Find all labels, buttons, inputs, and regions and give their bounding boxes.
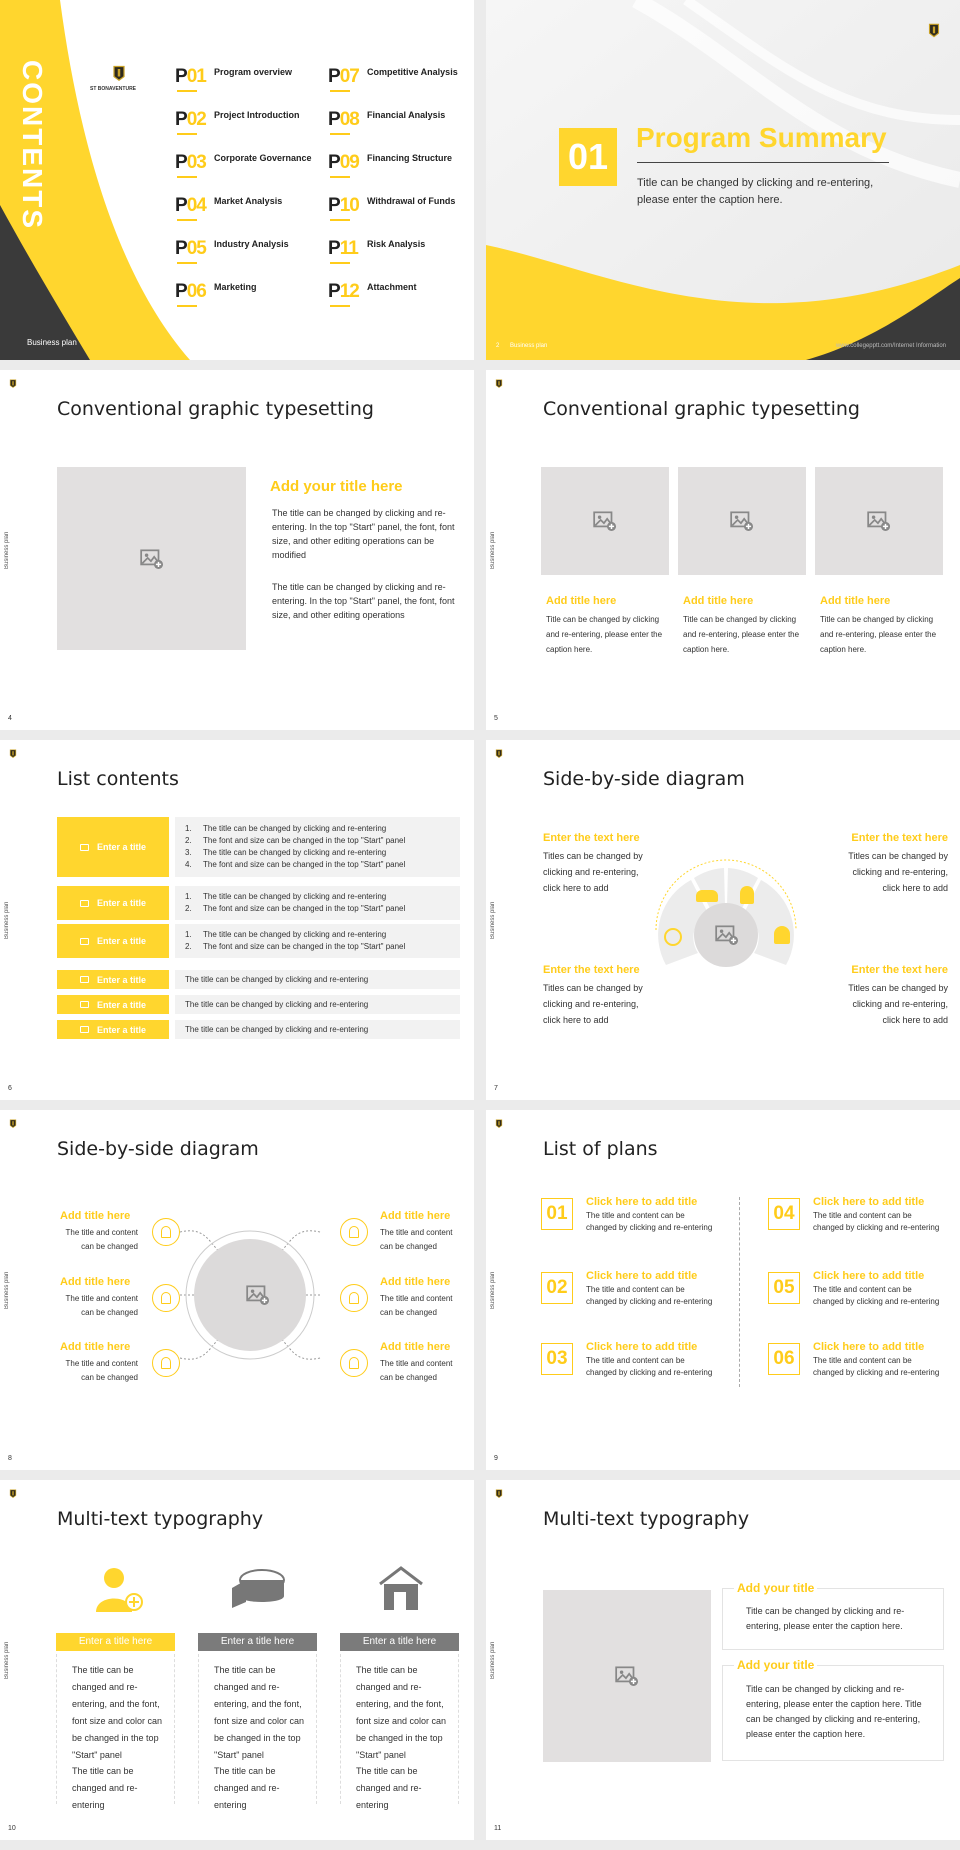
column-paragraph-2: The title can be changed and re-entering xyxy=(214,1766,280,1810)
toc-underline xyxy=(330,262,350,264)
row-title-label: Enter a title xyxy=(96,1024,146,1035)
list-item-text: The font and size can be changed in the top "Start" panel xyxy=(203,836,406,845)
row-icon xyxy=(80,1001,89,1008)
toc-item-label[interactable]: Marketing xyxy=(214,282,257,292)
store-icon xyxy=(374,1564,428,1614)
image-icon xyxy=(729,508,755,534)
slide-contents[interactable] xyxy=(0,0,474,360)
image-placeholder[interactable] xyxy=(57,467,246,650)
title-rule xyxy=(637,162,889,163)
side-label: Business plan xyxy=(490,1641,496,1679)
card-body: Title can be changed by clicking and re-entering, please enter the caption here. xyxy=(546,615,663,654)
plan-body: The title and content can be changed by clicking and re-entering xyxy=(586,1356,713,1377)
toc-prefix: P xyxy=(328,238,340,259)
plan-body: The title and content can be changed by clicking and re-entering xyxy=(813,1211,940,1232)
item-body: The title and content can be changed xyxy=(65,1228,138,1251)
toc-prefix: P xyxy=(175,281,187,302)
footer-label: Business plan xyxy=(27,338,77,347)
item-icon-glyph xyxy=(161,1226,171,1238)
side-label: Business plan xyxy=(490,1271,496,1309)
footer-left: Business plan xyxy=(510,343,548,349)
list-item xyxy=(185,859,450,871)
side-label: Business plan xyxy=(4,531,10,569)
block-body: Titles can be changed by clicking and re-entering, click here to add xyxy=(848,983,948,1025)
card-title: Add title here xyxy=(546,595,617,607)
column-header[interactable]: Enter a title here xyxy=(56,1633,175,1651)
slide-title: Multi-text typography xyxy=(57,1508,264,1530)
brand-logo xyxy=(104,64,134,84)
semicircle-diagram xyxy=(646,835,806,975)
toc-index: 09 xyxy=(339,152,359,173)
toc-item-label[interactable]: Corporate Governance xyxy=(214,153,312,163)
brand-logo-small xyxy=(6,378,20,390)
item-icon-glyph xyxy=(349,1357,359,1369)
list-item-text: The font and size can be changed in the top "Start" panel xyxy=(203,942,406,951)
row-title-label: Enter a title xyxy=(96,999,146,1010)
row-icon xyxy=(80,976,89,983)
list-item xyxy=(185,891,450,903)
toc-item-label[interactable]: Risk Analysis xyxy=(367,239,426,249)
image-icon xyxy=(714,922,740,948)
list-item-index: 3. xyxy=(185,848,192,857)
toc-underline xyxy=(330,305,350,307)
slide-multi-text-1[interactable] xyxy=(0,1480,474,1840)
toc-index: 01 xyxy=(186,66,206,87)
page-number: 6 xyxy=(8,1085,12,1092)
toc-underline xyxy=(330,176,350,178)
plan-title[interactable]: Click here to add title xyxy=(586,1270,698,1282)
toc-number xyxy=(175,281,206,303)
row-icon xyxy=(80,900,89,907)
toc-underline xyxy=(177,219,197,221)
toc-item-label[interactable]: Financing Structure xyxy=(367,153,453,163)
side-label: Business plan xyxy=(490,901,496,939)
toc-number xyxy=(175,152,206,174)
item-icon xyxy=(340,1218,368,1246)
item-icon-glyph xyxy=(161,1357,171,1369)
toc-underline xyxy=(177,262,197,264)
list-item-index: 1. xyxy=(185,930,192,939)
image-icon xyxy=(866,508,892,534)
slide-title: List contents xyxy=(57,768,179,790)
list-item-text: The font and size can be changed in the top "Start" panel xyxy=(203,860,406,869)
item-body: The title and content can be changed xyxy=(65,1359,138,1382)
toc-number xyxy=(328,66,359,88)
section-title: Program Summary xyxy=(636,122,887,153)
toc-prefix: P xyxy=(328,152,340,173)
side-label: Business plan xyxy=(4,1271,10,1309)
toc-number xyxy=(328,195,359,217)
divider-line xyxy=(739,1197,740,1387)
card-body: Title can be changed by clicking and re-entering, please enter the caption here. xyxy=(820,615,937,654)
toc-number xyxy=(328,281,359,303)
toc-index: 03 xyxy=(186,152,206,173)
list-item-text: The title can be changed by clicking and re-entering xyxy=(203,848,387,857)
toc-item-label[interactable]: Project Introduction xyxy=(214,110,300,120)
column-divider xyxy=(56,1654,57,1804)
brand-logo-small xyxy=(6,748,20,760)
brand-logo-top xyxy=(922,22,946,40)
group-icon xyxy=(696,890,718,902)
list-row-content xyxy=(175,886,460,920)
list-row-title[interactable] xyxy=(57,970,169,989)
section-number-badge: 01 xyxy=(559,128,617,186)
toc-index: 07 xyxy=(339,66,359,87)
plan-number-badge: 04 xyxy=(768,1198,800,1230)
toc-prefix: P xyxy=(328,195,340,216)
row-title-label: Enter a title xyxy=(96,842,146,852)
slide-title: Side-by-side diagram xyxy=(57,1138,259,1160)
toc-underline xyxy=(330,90,350,92)
block-body: Titles can be changed by clicking and re-entering, click here to add xyxy=(543,851,643,893)
block-title: Enter the text here xyxy=(851,832,948,844)
page-number: 10 xyxy=(8,1825,16,1832)
image-placeholder[interactable] xyxy=(541,467,669,575)
plan-number-badge: 01 xyxy=(541,1198,573,1230)
toc-number xyxy=(328,152,359,174)
slide-title: List of plans xyxy=(543,1138,658,1160)
list-item-index: 2. xyxy=(185,836,192,845)
list-item xyxy=(185,847,450,859)
side-label: Business plan xyxy=(4,901,10,939)
plan-title[interactable]: Click here to add title xyxy=(586,1196,698,1208)
brand-logo-small xyxy=(492,748,506,760)
side-label: Business plan xyxy=(490,531,496,569)
toc-prefix: P xyxy=(175,66,187,87)
page-number: 11 xyxy=(494,1825,502,1832)
block-body: Titles can be changed by clicking and re-entering, click here to add xyxy=(543,983,643,1025)
list-row-content xyxy=(175,924,460,958)
toc-underline xyxy=(177,176,197,178)
item-body: The title and content can be changed xyxy=(380,1359,453,1382)
list-item-index: 2. xyxy=(185,942,192,951)
plan-title[interactable]: Click here to add title xyxy=(586,1341,698,1353)
image-placeholder[interactable] xyxy=(543,1590,711,1762)
column-divider xyxy=(174,1654,175,1804)
card-body: Title can be changed by clicking and re-entering, please enter the caption here. xyxy=(683,615,800,654)
page-number: 5 xyxy=(494,715,498,722)
plan-title[interactable]: Click here to add title xyxy=(813,1196,925,1208)
row-title-label: Enter a title xyxy=(96,974,146,985)
plan-number-badge: 03 xyxy=(541,1343,573,1375)
toc-index: 04 xyxy=(186,195,206,216)
brand-logo-small xyxy=(492,378,506,390)
toc-index: 11 xyxy=(339,238,358,259)
item-icon-glyph xyxy=(349,1226,359,1238)
toc-item-label[interactable]: Industry Analysis xyxy=(214,239,289,249)
column-divider xyxy=(198,1654,199,1804)
people-icon xyxy=(664,928,682,946)
toc-underline xyxy=(177,305,197,307)
row-title-label: Enter a title xyxy=(96,936,146,946)
toc-prefix: P xyxy=(328,66,340,87)
list-item xyxy=(185,903,450,915)
column-paragraph-2: The title can be changed and re-entering xyxy=(72,1766,138,1810)
list-row-title[interactable] xyxy=(57,1020,169,1039)
list-row-title[interactable] xyxy=(57,886,169,920)
toc-index: 08 xyxy=(339,109,359,130)
slide-graphic-typesetting-2[interactable] xyxy=(486,370,960,730)
item-title: Add title here xyxy=(380,1210,451,1222)
column-paragraph-2: The title can be changed and re-entering xyxy=(356,1766,422,1810)
list-item-text: The font and size can be changed in the top "Start" panel xyxy=(203,904,406,913)
list-row-text: The title can be changed by clicking and re-entering xyxy=(185,1024,369,1034)
toc-item-label[interactable]: Market Analysis xyxy=(214,196,283,206)
list-row-text: The title can be changed by clicking and re-entering xyxy=(185,974,369,984)
toc-item-label[interactable]: Program overview xyxy=(214,67,293,77)
row-title-label: Enter a title xyxy=(96,898,146,908)
toc-underline xyxy=(330,133,350,135)
content-paragraph-1: The title can be changed by clicking and re-entering. In the top "Start" panel, the font, font size, and other editing operations can be modified xyxy=(272,508,455,560)
list-item xyxy=(185,941,450,953)
list-item-text: The title can be changed by clicking and re-entering xyxy=(203,892,387,901)
block-title: Enter the text here xyxy=(543,832,640,844)
image-icon xyxy=(245,1282,271,1308)
slide-program-summary[interactable] xyxy=(486,0,960,360)
list-item-text: The title can be changed by clicking and re-entering xyxy=(203,824,387,833)
slide-title: Conventional graphic typesetting xyxy=(57,398,374,420)
item-icon-glyph xyxy=(161,1292,171,1304)
list-row-title[interactable] xyxy=(57,924,169,958)
list-item-index: 2. xyxy=(185,904,192,913)
item-icon xyxy=(152,1218,180,1246)
toc-item-label[interactable]: Withdrawal of Funds xyxy=(367,196,456,206)
toc-prefix: P xyxy=(175,152,187,173)
toc-number xyxy=(175,195,206,217)
item-icon xyxy=(340,1284,368,1312)
slide-list-of-plans[interactable] xyxy=(486,1110,960,1470)
item-title: Add title here xyxy=(60,1341,131,1353)
content-paragraph-2: The title can be changed by clicking and re-entering. In the top "Start" panel, the font, font size, and other editing operations xyxy=(272,582,455,620)
slide-multi-text-2[interactable] xyxy=(486,1480,960,1840)
list-row-content xyxy=(175,1020,460,1039)
toc-number xyxy=(328,238,358,260)
toc-index: 02 xyxy=(186,109,206,130)
slide-graphic-typesetting-1[interactable] xyxy=(0,370,474,730)
item-title: Add title here xyxy=(380,1341,451,1353)
item-body: The title and content can be changed xyxy=(65,1294,138,1317)
pie-chart-icon xyxy=(228,1566,288,1612)
column-paragraph-1: The title can be changed and re-entering, and the font, font size and color can be changed in the top "Start" panel xyxy=(72,1665,163,1760)
slide1-background-shape xyxy=(0,0,474,360)
image-placeholder[interactable] xyxy=(815,467,943,575)
person-add-icon xyxy=(90,1564,146,1614)
item-title: Add title here xyxy=(380,1276,451,1288)
list-item-index: 4. xyxy=(185,860,192,869)
slide-side-by-side-2[interactable] xyxy=(0,1110,474,1470)
worker-icon xyxy=(774,926,790,944)
item-icon xyxy=(340,1349,368,1377)
item-body: The title and content can be changed xyxy=(380,1294,453,1317)
block-title: Enter the text here xyxy=(543,964,640,976)
toc-prefix: P xyxy=(328,109,340,130)
plan-body: The title and content can be changed by clicking and re-entering xyxy=(813,1285,940,1306)
toc-prefix: P xyxy=(175,238,187,259)
page-number: 8 xyxy=(8,1455,12,1462)
text-box-1-body: Title can be changed by clicking and re-entering, please enter the caption here. xyxy=(746,1606,905,1631)
image-icon xyxy=(614,1663,640,1689)
toc-underline xyxy=(177,90,197,92)
row-icon xyxy=(80,1026,89,1033)
list-item xyxy=(185,929,450,941)
item-icon-glyph xyxy=(349,1292,359,1304)
slide-title: Side-by-side diagram xyxy=(543,768,745,790)
toc-index: 12 xyxy=(339,281,359,302)
toc-prefix: P xyxy=(328,281,340,302)
section-subtitle: Title can be changed by clicking and re-entering, please enter the caption here. xyxy=(637,177,874,206)
list-item-index: 1. xyxy=(185,892,192,901)
toc-index: 05 xyxy=(186,238,206,259)
slide-side-by-side-1[interactable] xyxy=(486,740,960,1100)
column-header[interactable]: Enter a title here xyxy=(198,1633,317,1651)
item-icon xyxy=(152,1284,180,1312)
list-item xyxy=(185,823,450,835)
toc-number xyxy=(175,238,206,260)
list-row-content xyxy=(175,995,460,1014)
woman-icon xyxy=(740,886,754,904)
brand-logo-small xyxy=(492,1488,506,1500)
list-row-title[interactable] xyxy=(57,817,169,877)
content-heading: Add your title here xyxy=(270,478,403,495)
column-divider xyxy=(458,1654,459,1804)
slide-title: Multi-text typography xyxy=(543,1508,750,1530)
toc-number xyxy=(175,109,206,131)
column-paragraph-1: The title can be changed and re-entering, and the font, font size and color can be changed in the top "Start" panel xyxy=(356,1665,447,1760)
brand-logo-small xyxy=(6,1118,20,1130)
plan-body: The title and content can be changed by clicking and re-entering xyxy=(586,1285,713,1306)
toc-item-label[interactable]: Attachment xyxy=(367,282,417,292)
plan-number-badge: 06 xyxy=(768,1343,800,1375)
footer-right: www.collegepptt.com/Internet Information xyxy=(835,343,946,349)
card-title: Add title here xyxy=(820,595,891,607)
toc-number xyxy=(175,66,206,88)
contents-label: CONTENTS xyxy=(17,60,48,230)
text-box-2-body: Title can be changed by clicking and re-entering, please enter the caption here. Title can be changed by clicking and re-entering, please enter the caption here. xyxy=(746,1684,922,1739)
side-label: Business plan xyxy=(4,1641,10,1679)
plan-body: The title and content can be changed by clicking and re-entering xyxy=(813,1356,940,1377)
row-icon xyxy=(80,938,89,945)
toc-number xyxy=(328,109,359,131)
list-item-index: 1. xyxy=(185,824,192,833)
text-box-1-title: Add your title xyxy=(734,1581,817,1595)
toc-index: 10 xyxy=(339,195,359,216)
toc-item-label[interactable]: Competitive Analysis xyxy=(367,67,458,77)
column-header[interactable]: Enter a title here xyxy=(340,1633,459,1651)
image-icon xyxy=(592,508,618,534)
brand-logo-small xyxy=(492,1118,506,1130)
block-body: Titles can be changed by clicking and re-entering, click here to add xyxy=(848,851,948,893)
page-number: 4 xyxy=(8,715,12,722)
text-box-2-title: Add your title xyxy=(734,1658,817,1672)
page-number: 9 xyxy=(494,1455,498,1462)
list-row-text: The title can be changed by clicking and re-entering xyxy=(185,999,369,1009)
list-item xyxy=(185,835,450,847)
slide-list-contents[interactable] xyxy=(0,740,474,1100)
plan-number-badge: 05 xyxy=(768,1272,800,1304)
item-icon xyxy=(152,1349,180,1377)
column-divider xyxy=(316,1654,317,1804)
toc-prefix: P xyxy=(175,195,187,216)
toc-underline xyxy=(177,133,197,135)
list-item-text: The title can be changed by clicking and re-entering xyxy=(203,930,387,939)
plan-title[interactable]: Click here to add title xyxy=(813,1341,925,1353)
list-row-content xyxy=(175,817,460,877)
slide-title: Conventional graphic typesetting xyxy=(543,398,860,420)
toc-index: 06 xyxy=(186,281,206,302)
image-placeholder[interactable] xyxy=(678,467,806,575)
image-icon xyxy=(139,546,165,572)
logo-text: ST BONAVENTURE xyxy=(90,86,137,92)
plan-body: The title and content can be changed by clicking and re-entering xyxy=(586,1211,713,1232)
row-icon xyxy=(80,844,89,851)
list-row-title[interactable] xyxy=(57,995,169,1014)
plan-number-badge: 02 xyxy=(541,1272,573,1304)
toc-item-label[interactable]: Financial Analysis xyxy=(367,110,446,120)
block-title: Enter the text here xyxy=(851,964,948,976)
brand-logo-small xyxy=(6,1488,20,1500)
column-paragraph-1: The title can be changed and re-entering, and the font, font size and color can be changed in the top "Start" panel xyxy=(214,1665,305,1760)
list-row-content xyxy=(175,970,460,989)
item-body: The title and content can be changed xyxy=(380,1228,453,1251)
column-divider xyxy=(340,1654,341,1804)
item-title: Add title here xyxy=(60,1210,131,1222)
card-title: Add title here xyxy=(683,595,754,607)
page-number: 2 xyxy=(496,343,500,349)
plan-title[interactable]: Click here to add title xyxy=(813,1270,925,1282)
toc-underline xyxy=(330,219,350,221)
toc-prefix: P xyxy=(175,109,187,130)
item-title: Add title here xyxy=(60,1276,131,1288)
page-number: 7 xyxy=(494,1085,498,1092)
